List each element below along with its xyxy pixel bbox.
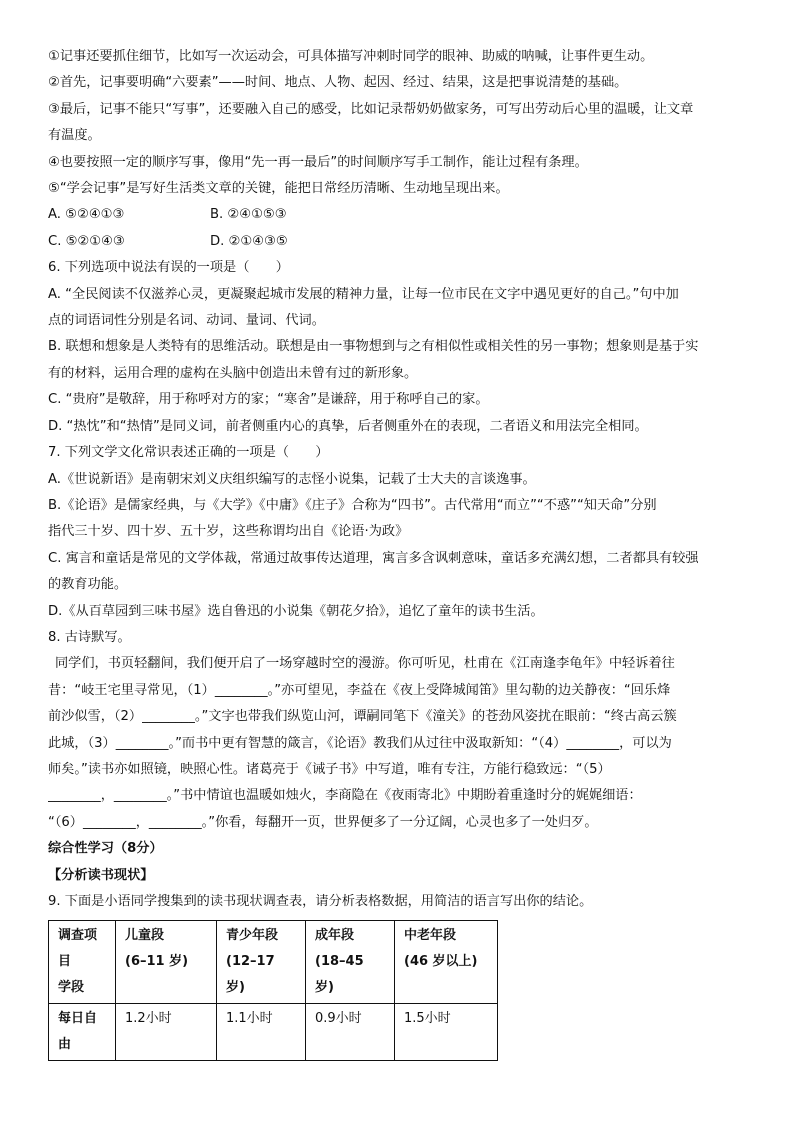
row-label: 每日自由 (49, 1004, 116, 1061)
option-b-line1[interactable]: B. 联想和想象是人类特有的思维活动。联想是由一事物想到与之有相似性或相关性的另一事物；想象则是基于实 (48, 339, 699, 355)
statement-4: ④也要按照一定的顺序写事，像用“先一再一最后”的时间顺序写手工制作，能让过程有条理。 (48, 154, 588, 170)
survey-table (48, 920, 498, 1061)
question-8-stem: 8. 古诗默写。 (48, 629, 131, 645)
section-subtitle: 【分析读书现状】 (48, 867, 154, 883)
option-c[interactable]: C. “贵府”是敬辞，用于称呼对方的家；“寒舍”是谦辞，用于称呼自己的家。 (48, 392, 489, 408)
header-cell-children: 儿童段 (6–11 岁) (116, 921, 217, 1004)
option-b-line1[interactable]: B.《论语》是儒家经典，与《大学》《中庸》《庄子》合称为“四书”。古代常用“而立”“不惑”“知天命”分别 (48, 497, 657, 513)
option-a[interactable]: A.《世说新语》是南朝宋刘义庆组织编写的志怪小说集，记载了士大夫的言谈逸事。 (48, 471, 536, 487)
option-a-line2: 点的词语词性分别是名词、动词、量词、代词。 (48, 313, 325, 329)
question-6 (48, 255, 770, 440)
statement-3-cont: 有温度。 (48, 128, 101, 144)
question-8 (48, 625, 770, 836)
table-header-row (49, 921, 498, 1004)
statement-3: ③最后，记事不能只“写事”，还要融入自己的感受，比如记录帮奶奶做家务，可写出劳动后心里的温暖，让文章 (48, 101, 694, 117)
statement-1: ①记事还要抓住细节，比如写一次运动会，可具体描写冲刺时同学的眼神、助威的呐喊，让事件更生动。 (48, 49, 654, 64)
header-cell-seniors: 中老年段 (46 岁以上) (395, 921, 498, 1004)
question-9-stem: 9. 下面是小语同学搜集到的读书现状调查表，请分析表格数据，用简洁的语言写出你的结论。 (48, 894, 593, 909)
passage-line-7: “（6）________，________。”你看，每翻开一页，世界便多了一分辽阔，心灵也多了一处归歹。 (48, 814, 598, 830)
question-6-stem: 6. 下列选项中说法有误的一项是（ ） (48, 260, 289, 276)
passage-line-2: 昔：“岐王宅里寻常见，（1）________。”亦可望见，李益在《夜上受降城闻笛》里勾勒的边关静夜：“回乐烽 (48, 682, 671, 698)
passage-line-4: 此城，（3）________。”而书中更有智慧的箴言，《论语》教我们从过往中汲取新知：“（4）________，可以为 (48, 735, 672, 751)
option-a[interactable]: A. ⑤②④①③ (48, 207, 125, 223)
options-row-ab (48, 202, 770, 228)
passage-line-1: 同学们，书页轻翻间，我们便开启了一场穿越时空的漫游。你可听见，杜甫在《江南逢李龟年》中轻诉着往 (55, 656, 675, 672)
option-c-line1[interactable]: C. 寓言和童话是常见的文学体裁，常通过故事传达道理，寓言多含讽刺意味，童话多充满幻想，二者都具有较强 (48, 550, 699, 566)
question-9 (48, 889, 770, 1061)
option-b-line2: 有的材料，运用合理的虚构在头脑中创造出未曾有过的新形象。 (48, 365, 418, 381)
option-b-line2: 指代三十岁、四十岁、五十岁，这些称谓均出自《论语·为政》 (48, 524, 409, 540)
question-5-statements (48, 44, 770, 255)
table-cell: 0.9小时 (306, 1004, 395, 1061)
passage-line-3: 前沙似雪，（2）________。”文字也带我们纵览山河，谭嗣同笔下《潼关》的苍劲风姿扰在眼前：“终古高云簇 (48, 709, 677, 725)
question-7-stem: 7. 下列文学文化常识表述正确的一项是（ ） (48, 445, 329, 461)
option-d[interactable]: D. ②①④③⑤ (210, 233, 288, 249)
option-d[interactable]: D.《从百草园到三味书屋》选自鲁迅的小说集《朝花夕拾》，追忆了童年的读书生活。 (48, 603, 544, 619)
question-7 (48, 440, 770, 625)
header-cell-item: 调查项目 学段 (49, 921, 116, 1004)
exam-page (48, 44, 770, 1061)
table-row (49, 1004, 498, 1061)
option-d[interactable]: D. “热忱”和“热情”是同义词，前者侧重内心的真挚，后者侧重外在的表现，二者语义和用法完全相同。 (48, 418, 648, 434)
table-cell: 1.5小时 (395, 1004, 498, 1061)
header-cell-adults: 成年段 (18–45 岁) (306, 921, 395, 1004)
section-title: 综合性学习（8分） (48, 841, 163, 857)
table-cell: 1.2小时 (116, 1004, 217, 1061)
option-a-line1[interactable]: A. “全民阅读不仅滋养心灵，更凝聚起城市发展的精神力量，让每一位市民在文字中遇见更好的自己。”句中加 (48, 286, 679, 302)
table-cell: 1.1小时 (217, 1004, 306, 1061)
option-c[interactable]: C. ⑤②①④③ (48, 233, 125, 249)
passage-line-5: 师矣。”读书亦如照镜，映照心性。诸葛亮于《诫子书》中写道，唯有专注，方能行稳致远：“（5） (48, 761, 611, 777)
statement-5: ⑤“学会记事”是写好生活类文章的关键，能把日常经历清晰、生动地呈现出来。 (48, 181, 509, 197)
statement-2: ②首先，记事要明确“六要素”——时间、地点、人物、起因、经过、结果，这是把事说清楚的基础。 (48, 75, 628, 91)
passage-line-6: ________，________。”书中情谊也温暖如烛火，李商隐在《夜雨寄北》中期盼着重逢时分的娓娓细语： (48, 788, 642, 804)
option-c-line2: 的教育功能。 (48, 577, 128, 593)
header-cell-teens: 青少年段 (12–17 岁) (217, 921, 306, 1004)
option-b[interactable]: B. ②④①⑤③ (210, 207, 287, 223)
options-row-cd (48, 229, 770, 255)
